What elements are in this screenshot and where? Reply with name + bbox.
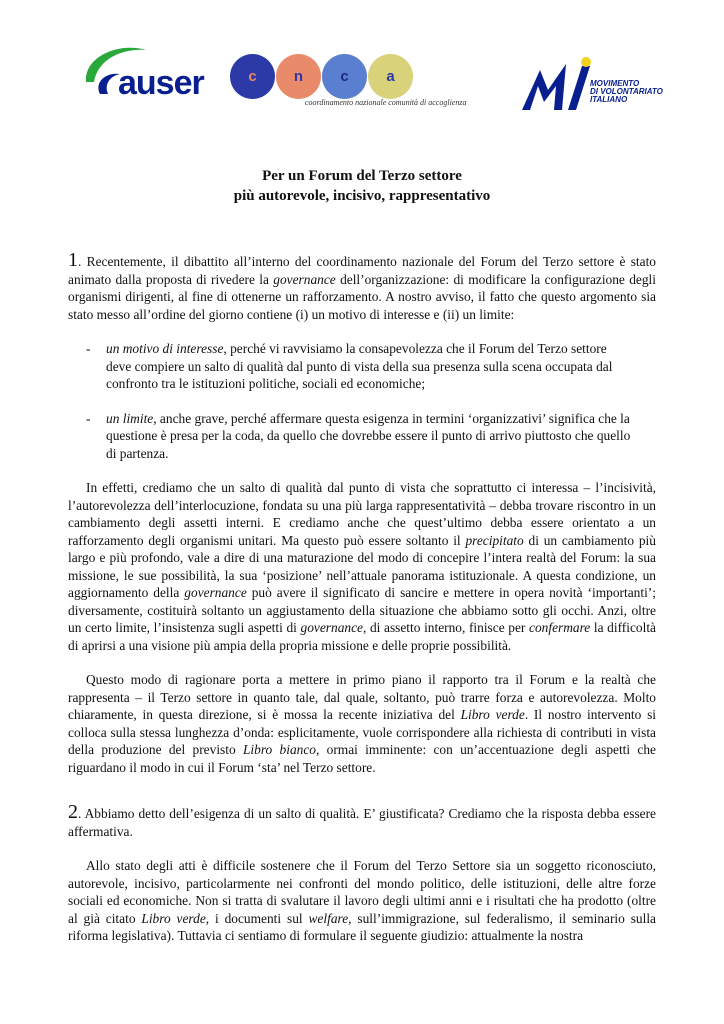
mvi-line: ITALIANO bbox=[590, 95, 628, 104]
text-run: Allo stato degli atti è difficile sostenere che il Forum del Terzo Settore sia un soggetto riconosciuto, autorevole, incisivo, particolarmente nei confronti del mondo politico, delle istituzioni, delle altre forze sociali ed economiche. Non si tratta di svalutare il lavoro degli ultimi anni e i risultati che ha prodotto (oltre al già citato bbox=[68, 858, 656, 926]
cnca-circle-n: n bbox=[276, 54, 321, 99]
text-run: , i documenti sul bbox=[205, 910, 309, 926]
paragraph bbox=[68, 857, 656, 945]
cnca-circle-a: a bbox=[368, 54, 413, 99]
italic-run: un motivo di interesse bbox=[106, 341, 224, 356]
mvi-line: MOVIMENTO bbox=[590, 79, 640, 88]
title-line-2: più autorevole, incisivo, rappresentativo bbox=[233, 188, 491, 204]
mvi-logo bbox=[518, 56, 668, 116]
section-1-paragraph bbox=[68, 249, 656, 323]
text-run: , anche grave, perché affermare questa esigenza in termini ‘organizzativi’ significa che la questione è presa per la coda, da quello che dovrebbe essere il punto di arrivo piuttosto che quello di partenza. bbox=[106, 410, 631, 461]
section-2-paragraph bbox=[68, 801, 656, 840]
text-run: . Abbiamo detto dell’esigenza di un salto di qualità. E’ giustificata? Crediamo che la risposta debba essere affermativa. bbox=[68, 806, 656, 839]
auser-logo bbox=[80, 40, 230, 110]
list-item: - un motivo di interesse, perché vi ravvisiamo la consapevolezza che il Forum del Terzo settore deve compiere un salto di qualità dal punto di vista della sua presenza sulla scena occupata dal confronto tra le istituzioni politiche, sociali ed economiche; bbox=[86, 341, 613, 391]
italic-run: welfare bbox=[308, 910, 349, 926]
cnca-tagline: coordinamento nazionale comunità di accoglienza bbox=[305, 98, 467, 107]
italic-run: un limite bbox=[106, 410, 154, 426]
text-run: la difficoltà di aprirsi a una visione più ampia della propria missione e delle proprie possibilità. bbox=[68, 620, 656, 653]
paragraph bbox=[68, 479, 656, 654]
text-run: di un cambiamento più largo e più profondo, vale a dire di una maturazione del modo di concepire l’intera realtà del Forum: la sua missione, le sue possibilità, la sua ‘posizione’ nell’attuale panorama istituzionale. A questa condizione, un aggiornamento della bbox=[68, 532, 656, 600]
paragraph bbox=[68, 671, 656, 776]
header-logos bbox=[80, 40, 670, 120]
text-run: , di assetto interno, finisce per bbox=[362, 620, 530, 635]
text-run: In effetti, crediamo che un salto di qualità dal punto di vista che soprattutto ci interessa – l’incisività, l’autorevolezza dell’interlocuzione, fondata su una più larga rappresentatività – debba trovare riscontro in un cambiamento degli assetti interni. E crediamo anche che quest’ultimo debba essere orientato a un rafforzamento degli organismi unitari. Ma questo può essere soltanto il bbox=[68, 480, 656, 548]
cnca-circle-c: c bbox=[230, 54, 275, 99]
cnca-logo bbox=[230, 54, 490, 110]
italic-run: governance bbox=[300, 620, 363, 635]
mvi-wordmark bbox=[590, 80, 663, 104]
text-run: , perché vi ravvisiamo la consapevolezza che il Forum del Terzo settore deve compiere un salto di qualità dal punto di vista della sua presenza sulla scena occupata dal confronto tra le istituzioni politiche, sociali ed economiche; bbox=[106, 341, 613, 391]
document-title bbox=[68, 166, 656, 206]
italic-run: Libro verde bbox=[141, 910, 206, 926]
text-run: dell’organizzazione: di modificare la configurazione degli organismi dirigenti, al fine di ottenerne un rafforzamento. A nostro avviso, il fatto che questo argomento sia stato messo all’ordine del giorno contiene (i) un motivo di interesse e (ii) un limite: bbox=[68, 271, 656, 322]
mvi-emblem-icon bbox=[518, 56, 598, 116]
auser-wordmark: auser bbox=[118, 64, 204, 102]
text-run: , sull’immigrazione, sul federalismo, il seminario sulla riforma legislativa). Tuttavia ci sentiamo di formulare il seguente giudizio: attualmente la nostra bbox=[68, 910, 656, 943]
italic-run: precipitato bbox=[465, 532, 524, 548]
italic-run: Libro bianco bbox=[242, 742, 316, 757]
italic-run: Libro verde bbox=[460, 707, 525, 722]
mvi-line: DI VOLONTARIATO bbox=[590, 87, 663, 96]
section-number: 2 bbox=[68, 801, 78, 823]
italic-run: confermare bbox=[529, 620, 591, 635]
text-run: , ormai imminente: con un’accentuazione degli aspetti che riguardano il modo in cui il Forum ‘sta’ nel Terzo settore. bbox=[68, 742, 656, 775]
text-run: . Recentemente, il dibattito all’interno del coordinamento nazionale del Forum del Terzo settore è stato animato dalla proposta di rivedere la bbox=[68, 254, 656, 287]
text-run: . Il nostro intervento si colloca sulla stessa lunghezza d’onda: esplicitamente, vuole corrispondere alla richiesta di contributi in vista della produzione del previsto bbox=[68, 707, 657, 757]
document-body bbox=[68, 166, 656, 945]
italic-run: governance bbox=[184, 585, 247, 600]
bullet-list bbox=[68, 340, 656, 462]
list-item: - un limite, anche grave, perché affermare questa esigenza in termini ‘organizzativi’ significa che la questione è presa per la coda, da quello che dovrebbe essere il punto di arrivo piuttosto che quello di partenza. bbox=[86, 410, 631, 461]
cnca-circle-c2: c bbox=[322, 54, 367, 99]
text-run: può avere il significato di sancire e mettere in opera novità ‘importanti’; diversamente, costituirà soltanto un aggiustamento della situazione che abbiamo sotto gli occhi. Anzi, oltre un certo limite, l’insistenza sugli aspetti di bbox=[68, 585, 656, 635]
title-line-1: Per un Forum del Terzo settore bbox=[262, 168, 462, 184]
section-number: 1 bbox=[68, 249, 78, 271]
italic-run: governance bbox=[273, 271, 336, 287]
text-run: Questo modo di ragionare porta a mettere in primo piano il rapporto tra il Forum e la realtà che rappresenta – il Terzo settore in quanto tale, dal quale, soltanto, può trarre forza e autorevolezza. Molto chiaramente, in questa direzione, si è mossa la recente iniziativa del bbox=[68, 672, 656, 722]
